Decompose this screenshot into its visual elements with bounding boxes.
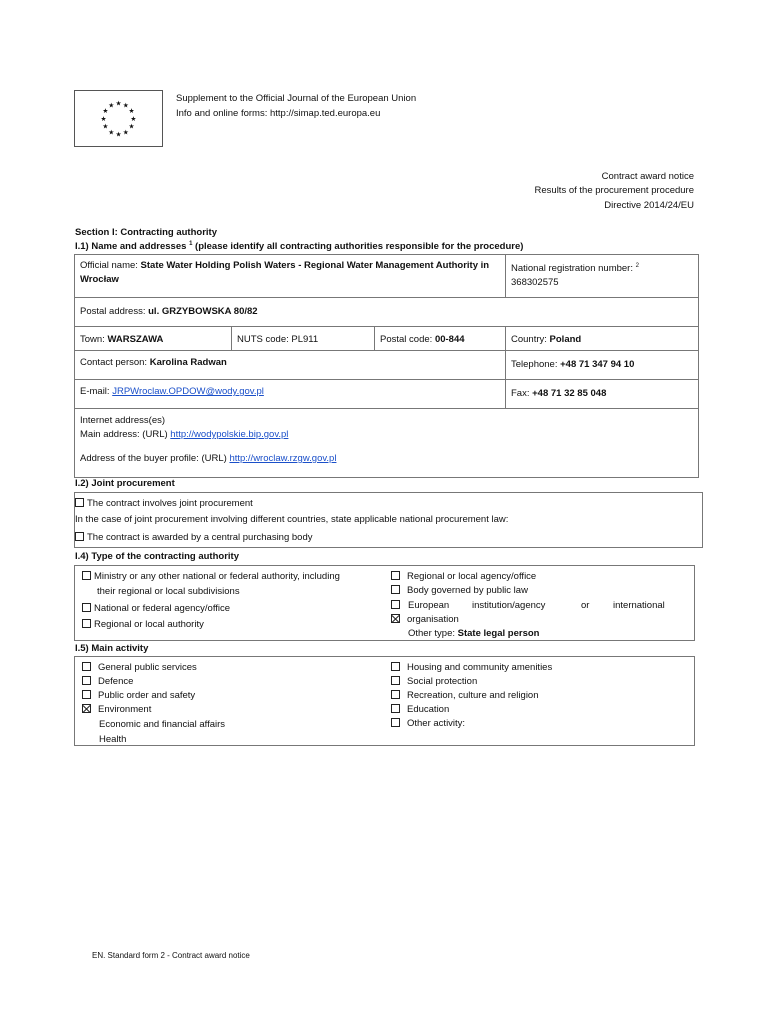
authority-type-title: I.4) Type of the contracting authority (75, 551, 239, 562)
type-option-public-law[interactable]: Body governed by public law (391, 585, 528, 596)
svg-text:★: ★ (122, 128, 129, 137)
main-address-link[interactable]: http://wodypolskie.bip.gov.pl (170, 429, 289, 440)
checkbox-icon[interactable] (82, 619, 91, 628)
activity-housing[interactable]: Housing and community amenities (391, 662, 552, 673)
central-purchasing-option[interactable]: The contract is awarded by a central purchasing body (75, 532, 313, 543)
svg-text:★: ★ (102, 122, 109, 131)
type-option-national-agency[interactable]: National or federal agency/office (82, 603, 230, 614)
main-address-line: Main address: (URL) http://wodypolskie.bip.gov.pl (80, 429, 289, 440)
checkbox-icon[interactable] (82, 662, 91, 671)
activity-social-protection[interactable]: Social protection (391, 676, 477, 687)
checkbox-icon[interactable] (391, 571, 400, 580)
type-other-value: Other type: State legal person (408, 628, 540, 639)
email-cell: E-mail: JRPWroclaw.OPDOW@wody.gov.pl (74, 379, 506, 409)
notice-type: Contract award notice (601, 171, 694, 182)
nuts-cell: NUTS code: PL911 (231, 326, 375, 351)
activity-health: Health (99, 734, 127, 745)
checkbox-icon[interactable] (391, 704, 400, 713)
svg-text:★: ★ (102, 107, 109, 116)
national-reg-cell: National registration number: $^2$ 368302575 (505, 254, 699, 298)
checkbox-checked-icon[interactable] (82, 704, 91, 713)
checkbox-icon[interactable] (82, 603, 91, 612)
official-name-cell: Official name: State Water Holding Polish Waters - Regional Water Management Authority in Wrocław (74, 254, 506, 298)
svg-text:★: ★ (115, 130, 122, 139)
svg-text:★: ★ (100, 114, 107, 123)
directive: Directive 2014/24/EU (604, 200, 694, 211)
checkbox-icon[interactable] (391, 718, 400, 727)
activity-environment[interactable]: Environment (82, 704, 151, 715)
checkbox-icon[interactable] (391, 585, 400, 594)
activity-general-public-services[interactable]: General public services (82, 662, 197, 673)
main-activity-title: I.5) Main activity (75, 643, 149, 654)
activity-other[interactable]: Other activity: (391, 718, 465, 729)
country-cell: Country: Poland (505, 326, 699, 351)
buyer-profile-link[interactable]: http://wroclaw.rzgw.gov.pl (229, 453, 337, 464)
svg-text:★: ★ (108, 128, 115, 137)
page-footer: EN. Standard form 2 - Contract award notice (92, 951, 250, 960)
joint-procurement-title: I.2) Joint procurement (75, 478, 175, 489)
type-option-ministry[interactable]: Ministry or any other national or federal authority, including (82, 571, 340, 582)
checkbox-icon[interactable] (82, 571, 91, 580)
section-1-1-title: I.1) Name and addresses $^1$ (please identify all contracting authorities responsible for the procedure) (75, 241, 524, 253)
contact-person-cell: Contact person: Karolina Radwan (74, 350, 506, 380)
journal-info-line: Info and online forms: http://simap.ted.europa.eu (176, 108, 381, 119)
activity-recreation[interactable]: Recreation, culture and religion (391, 690, 539, 701)
type-option-ministry-cont: their regional or local subdivisions (97, 586, 240, 597)
svg-text:★: ★ (128, 107, 135, 116)
email-link[interactable]: JRPWroclaw.OPDOW@wody.gov.pl (112, 386, 264, 397)
type-option-regional-authority[interactable]: Regional or local authority (82, 619, 204, 630)
journal-title: Supplement to the Official Journal of the European Union (176, 93, 417, 104)
checkbox-icon[interactable] (82, 690, 91, 699)
results-line: Results of the procurement procedure (534, 185, 694, 196)
checkbox-icon[interactable] (82, 676, 91, 685)
type-option-regional-agency[interactable]: Regional or local agency/office (391, 571, 536, 582)
svg-text:★: ★ (122, 101, 129, 110)
checkbox-icon[interactable] (75, 498, 84, 507)
fax-cell: Fax: +48 71 32 85 048 (505, 379, 699, 409)
internet-address-cell (74, 408, 699, 478)
checkbox-icon[interactable] (391, 662, 400, 671)
postal-address-cell: Postal address: ul. GRZYBOWSKA 80/82 (74, 297, 699, 327)
svg-text:★: ★ (108, 101, 115, 110)
postal-code-cell: Postal code: 00-844 (374, 326, 506, 351)
activity-defence[interactable]: Defence (82, 676, 133, 687)
checkbox-icon[interactable] (391, 690, 400, 699)
eu-flag-logo (74, 90, 163, 147)
activity-education[interactable]: Education (391, 704, 449, 715)
internet-label: Internet address(es) (80, 415, 166, 426)
joint-procurement-note: In the case of joint procurement involving different countries, state applicable national procurement law: (75, 514, 509, 525)
checkbox-checked-icon[interactable] (391, 614, 400, 623)
section-1-title: Section I: Contracting authority (75, 227, 217, 238)
telephone-cell: Telephone: +48 71 347 94 10 (505, 350, 699, 380)
svg-text:★: ★ (115, 99, 122, 108)
checkbox-icon[interactable] (391, 676, 400, 685)
type-option-other[interactable]: organisation (391, 614, 459, 625)
town-cell: Town: WARSZAWA (74, 326, 232, 351)
activity-public-order[interactable]: Public order and safety (82, 690, 195, 701)
svg-text:★: ★ (128, 122, 135, 131)
buyer-profile-line: Address of the buyer profile: (URL) http://wroclaw.rzgw.gov.pl (80, 453, 337, 464)
activity-economic: Economic and financial affairs (99, 719, 226, 730)
svg-text:★: ★ (130, 114, 137, 123)
joint-procurement-option[interactable]: The contract involves joint procurement (75, 498, 253, 509)
checkbox-icon[interactable] (75, 532, 84, 541)
checkbox-icon[interactable] (391, 600, 400, 609)
type-option-european[interactable]: European institution/agency or international (391, 600, 675, 611)
